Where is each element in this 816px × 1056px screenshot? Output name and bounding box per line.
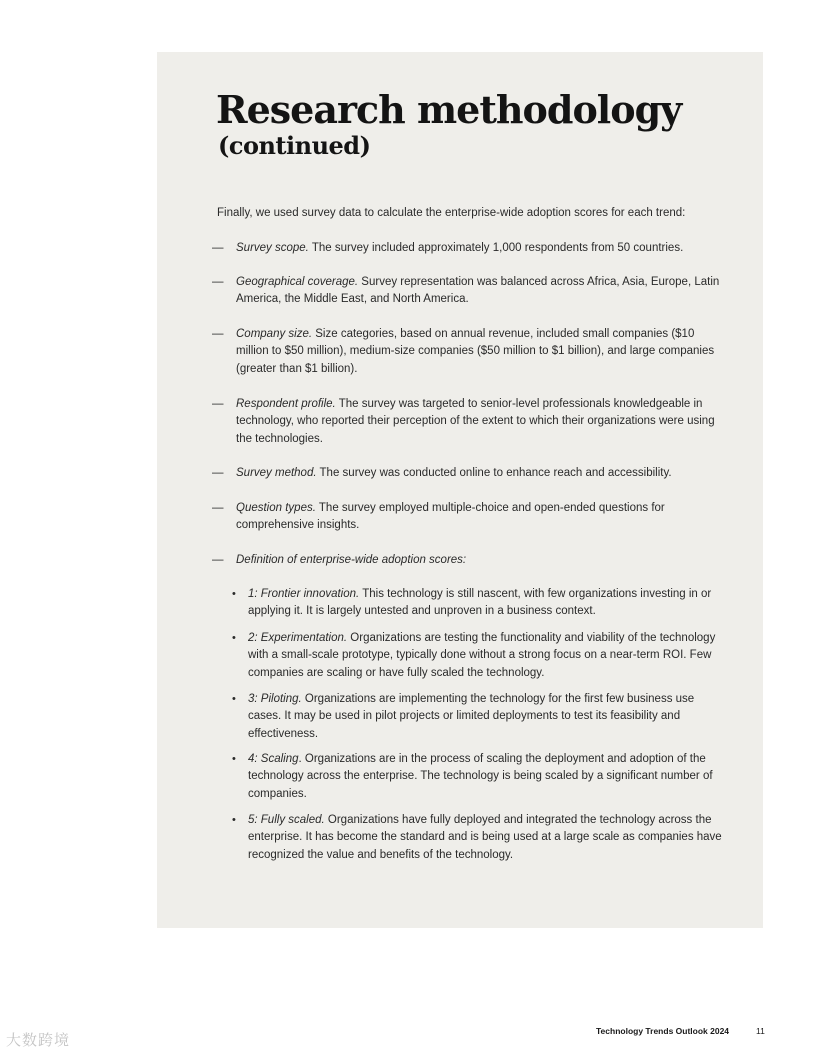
item-lead: Question types. <box>236 502 316 514</box>
dash-marker: — <box>212 242 224 254</box>
sub-list-item <box>232 812 722 864</box>
dash-marker: — <box>212 554 224 566</box>
footer-publication-title: Technology Trends Outlook 2024 <box>596 1026 730 1036</box>
item-lead: Definition of enterprise-wide adoption scores: <box>236 554 467 566</box>
page-title: Research methodology <box>216 87 682 132</box>
sub-item-text: Organizations have fully deployed and integrated the technology across the enterprise. It has become the standard and is being used at a large scale as companies have recognized the value and benefits of the technology. <box>248 814 722 861</box>
item-text: The survey included approximately 1,000 respondents from 50 countries. <box>308 242 684 254</box>
list-item <box>212 240 722 257</box>
sub-list-item <box>232 751 722 803</box>
sub-item-text: Organizations are testing the functionality and viability of the technology with a small-scale prototype, typically done without a strong focus on a near-term ROI. Few companies are scaling or have fully scaled the technology. <box>248 632 716 679</box>
bullet-marker: • <box>232 693 236 705</box>
dash-marker: — <box>212 276 224 288</box>
watermark <box>6 1029 70 1050</box>
item-text: The survey was targeted to senior-level professionals knowledgeable in technology, who reported their perception of the extent to which their organizations were using the technologies. <box>236 398 715 445</box>
sub-item-lead: 2: Experimentation. <box>248 632 348 644</box>
sub-item-lead: 1: Frontier innovation. <box>248 588 360 600</box>
watermark-text: 大数跨境 <box>6 1032 71 1049</box>
item-lead: Survey scope. <box>236 242 309 254</box>
item-lead: Geographical coverage. <box>236 276 359 288</box>
item-text: The survey was conducted online to enhance reach and accessibility. <box>316 467 672 479</box>
sub-item-text: This technology is still nascent, with few organizations investing in or applying it. It is largely untested and unproven in a business context. <box>248 588 712 618</box>
bullet-marker: • <box>232 632 236 644</box>
dash-marker: — <box>212 467 224 479</box>
list-item <box>212 274 722 309</box>
list-item <box>212 396 722 448</box>
item-lead: Respondent profile. <box>236 398 336 410</box>
list-item <box>212 326 722 378</box>
sub-list-item <box>232 586 722 621</box>
item-text: The survey employed multiple-choice and open-ended questions for comprehensive insights. <box>236 502 665 532</box>
list-item <box>212 552 722 569</box>
item-text: Size categories, based on annual revenue, included small companies ($10 million to $50 million), medium-size companies ($50 million to $1 billion), and large companies (greater than $1 billion). <box>236 328 715 375</box>
item-text: Survey representation was balanced across Africa, Asia, Europe, Latin America, the Middle East, and North America. <box>236 276 720 306</box>
intro-paragraph: Finally, we used survey data to calculate the enterprise-wide adoption scores for each trend: <box>217 207 686 219</box>
page-number: 11 <box>756 1026 765 1036</box>
bullet-marker: • <box>232 753 236 765</box>
list-item <box>212 500 722 535</box>
sub-item-lead: 5: Fully scaled. <box>248 814 325 826</box>
page-subtitle: (continued) <box>218 131 371 160</box>
dash-marker: — <box>212 502 224 514</box>
sub-list-item <box>232 630 722 682</box>
dash-marker: — <box>212 328 224 340</box>
dash-marker: — <box>212 398 224 410</box>
list-item <box>212 465 722 482</box>
sub-item-lead: 4: Scaling <box>248 753 299 765</box>
item-lead: Survey method. <box>236 467 317 479</box>
sub-item-lead: 3: Piloting. <box>248 693 302 705</box>
sub-list-item <box>232 691 722 743</box>
sub-item-text: Organizations are implementing the technology for the first few business use cases. It may be used in pilot projects or limited deployments to test its feasibility and effectiveness. <box>248 693 695 740</box>
bullet-marker: • <box>232 588 236 600</box>
bullet-marker: • <box>232 814 236 826</box>
sub-item-text: . Organizations are in the process of scaling the deployment and adoption of the technology across the enterprise. The technology is being scaled by a significant number of companies. <box>248 753 713 800</box>
item-lead: Company size. <box>236 328 313 340</box>
